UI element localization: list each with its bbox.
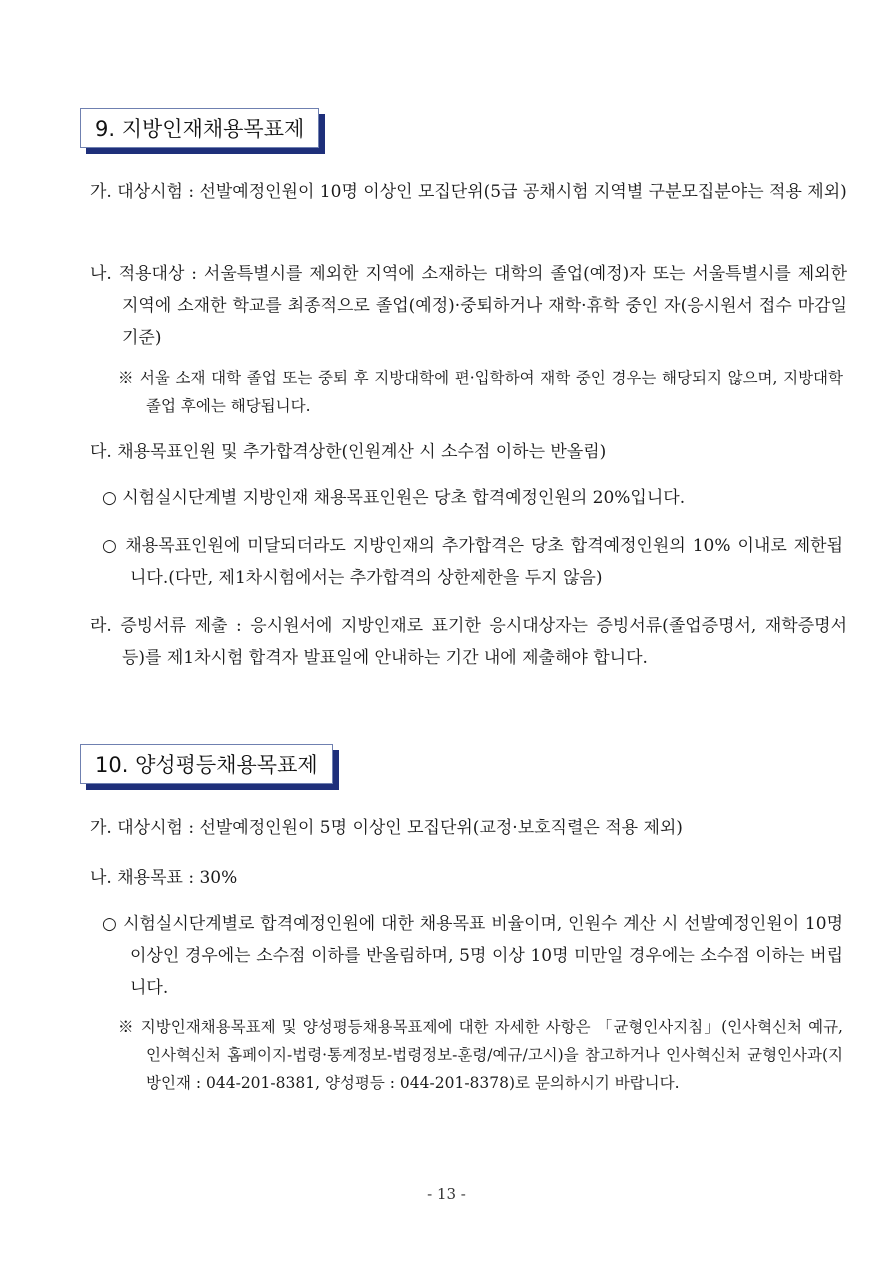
section-9-da-bullet-1: ○ 시험실시단계별 지방인재 채용목표인원은 당초 합격예정인원의 20%입니다.	[102, 488, 686, 508]
section-10-title: 10. 양성평등채용목표제	[80, 744, 333, 784]
section-9-item-ra: 라. 증빙서류 제출 : 응시원서에 지방인재로 표기한 응시대상자는 증빙서류(졸업증명서, 재학증명서 등)를 제1차시험 합격자 발표일에 안내하는 기간 내에 제출해야 합니다.	[90, 616, 847, 668]
section-10-item-na: 나. 채용목표 : 30%	[90, 868, 238, 888]
section-10-note: ※ 지방인재채용목표제 및 양성평등채용목표제에 대한 자세한 사항은 「균형인사지침」(인사혁신처 예규, 인사혁신처 홈페이지-법령·통계정보-법령정보-훈령/예규/고시)을 참고하거나 인사혁신처 균형인사과(지방인재 : 044-201-8381, 양성평등 : 044-201-8378)로 문의하시기 바랍니다.	[118, 1018, 843, 1092]
section-10-bullet: ○ 시험실시단계별로 합격예정인원에 대한 채용목표 비율이며, 인원수 계산 시 선발예정인원이 10명 이상인 경우에는 소수점 이하를 반올림하며, 5명 이상 10명 미만일 경우에는 소수점 이하는 버립니다.	[102, 914, 843, 998]
section-10-item-ga: 가. 대상시험 : 선발예정인원이 5명 이상인 모집단위(교정·보호직렬은 적용 제외)	[90, 818, 683, 838]
section-9-item-ga: 가. 대상시험 : 선발예정인원이 10명 이상인 모집단위(5급 공채시험 지역별 구분모집분야는 적용 제외)	[90, 182, 847, 202]
section-9-title: 9. 지방인재채용목표제	[80, 108, 319, 148]
section-9-item-da: 다. 채용목표인원 및 추가합격상한(인원계산 시 소수점 이하는 반올림)	[90, 442, 607, 462]
section-9-na-note: ※ 서울 소재 대학 졸업 또는 중퇴 후 지방대학에 편·입학하여 재학 중인 경우는 해당되지 않으며, 지방대학 졸업 후에는 해당됩니다.	[118, 369, 843, 415]
section-9-da-bullet-2: ○ 채용목표인원에 미달되더라도 지방인재의 추가합격은 당초 합격예정인원의 10% 이내로 제한됩니다.(다만, 제1차시험에서는 추가합격의 상한제한을 두지 않음)	[102, 536, 843, 588]
section-9-item-na: 나. 적용대상 : 서울특별시를 제외한 지역에 소재하는 대학의 졸업(예정)자 또는 서울특별시를 제외한 지역에 소재한 학교를 최종적으로 졸업(예정)·중퇴하거나 재학·휴학 중인 자(응시원서 접수 마감일 기준)	[90, 264, 847, 348]
page-number: - 13 -	[427, 1185, 466, 1203]
